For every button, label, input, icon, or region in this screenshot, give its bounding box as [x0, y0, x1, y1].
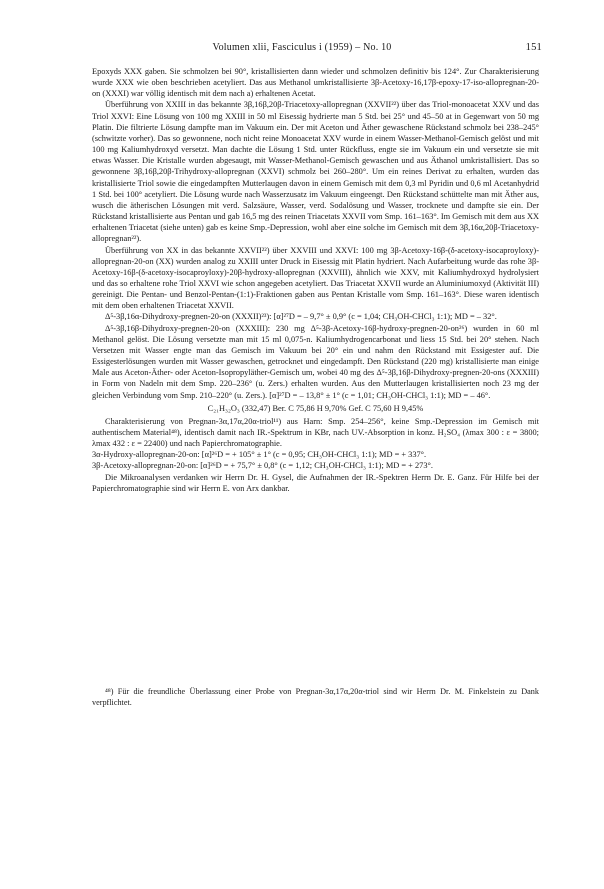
acknowledgement: Die Mikroanalysen verdanken wir Herrn Dr. H. Gysel, die Aufnahmen der IR.-Spektren Herrn Dr. E. Ganz. Für Hilfe bei der Papierchromatographie sind wir Herrn E. von Arx dankbar. — [92, 472, 539, 493]
running-header — [0, 42, 604, 58]
journal-line: Volumen xlii, Fasciculus i (1959) – No. 10 — [212, 42, 392, 53]
paragraph-xxxii: Δ⁵-3β,16α-Dihydroxy-pregnen-20-on (XXXII)²³): [α]²⁷D = – 9,7° ± 0,9° (c = 1,04; CH₃OH-CHCl₃ 1:1); MD = – 32°. — [105, 312, 497, 322]
paragraph-charakterisierung: Charakterisierung von Pregnan-3α,17α,20α-triol¹¹) aus Harn: Smp. 254–256°, keine Smp.-Depression im Gemisch mit authentischem Material⁴⁸), identisch damit nach IR.-Spektrum in KBr, nach UV.-Absorption in konz. H₂SO₄ (λmax 300 : ε = 3800; λmax 432 : ε = 22400) und nach Papierchromatographie. — [92, 416, 539, 449]
paragraph-ueberfuehrung-xx: Überführung von XX in das bekannte XXVII²²) über XXVIII und XXVI: 100 mg 3β-Acetoxy-16β-(δ-acetoxy-isocaproyloxy)-allopregnan-20-on (XX) wurden analog zu XXIII unter Druck in Eisessig mit Platin hydriert. Nach Aufarbeitung wurde das rohe 3β-Acetoxy-16β-(δ-acetoxy-isocaproyloxy)-20β-hydroxy-allopregnan (XXVIII), ähnlich wie XXV, mit Kaliumhydroxyd hydrolysiert und das so erhaltene rohe Triol XXVI wie schon angegeben acetyliert. Das Triacetat XXVII wurde an Aluminiumoxyd (Aktivität III) gereinigt. Die Pentan- und Benzol-Pentan-(1:1)-Fraktionen gaben aus Pentan Kristalle vom Smp. 161–163°. Diese waren identisch mit dem oben erhaltenen Triacetat XXVII. — [92, 245, 539, 311]
paragraph-xxxiii: Δ⁵-3β,16β-Dihydroxy-pregnen-20-on (XXXIII): 230 mg Δ⁵-3β-Acetoxy-16β-hydroxy-pregnen-20-on²⁶) wurden in 60 ml Methanol gelöst. Die Lösung versetzte man mit 15 ml 0,075-n. Kaliumhydrogencarbonat und liess 15 Std. bei 20° stehen. Nach Versetzen mit Wasser engte man das Gemisch im Vakuum bei 20° ein und nahm den Rückstand mit Essigester auf. Die Essigesterlösungen wurden mit Wasser gewaschen, getrocknet und eingedampft. Den Rückstand (220 mg) kristallisierte man einige Male aus Aceton-Äther- oder Aceton-Isopropyläther-Gemisch um, wobei 40 mg des Δ⁵-3β,16β-Dihydroxy-pregnen-20-ons (XXXIII) in Form von Nadeln mit dem Smp. 220–236° (u. Zers.) erhalten wurden. Aus den Mutterlaugen kristallisierten noch 23 mg der gleichen Verbindung vom Smp. 210–220° (u. Zers.). [α]²⁷D = – 13,8° ± 1° (c = 1,01; CH₃OH-CHCl₃ 1:1); MD = – 46°. — [92, 323, 539, 400]
rotation-line-1: 3α-Hydroxy-allopregnan-20-on: [α]²⁶D = + 105° ± 1° (c = 0,95; CH₃OH-CHCl₃ 1:1); MD = + 337°. — [92, 450, 427, 460]
paragraph-ueberfuehrung-xxiii: Überführung von XXIII in das bekannte 3β,16β,20β-Triacetoxy-allopregnan (XXVII²²) über das Triol-monoacetat XXV und das Triol XXVI: Eine Lösung von 100 mg XXIII in 50 ml Eisessig hydrierte man 5 Std. bei 25° und 45–50 at in Gegenwart von 50 mg Platin. Die filtrierte Lösung dampfte man im Vakuum ein. Der mit Aceton und Äther gewaschene Rückstand schmolz bei 238–245° (schwitzte vorher). Das so gewonnene, noch nicht reine Monoacetat XXV wurde in einem Wasser-Methanol-Gemisch gelöst und mit 100 mg Kaliumhydroxyd versetzt. Man dachte die Lösung 1 Std. unter Rückfluss, engte sie im Vakuum ein und versetzte sie mit etwas Wasser. Die Kristalle wurden abgesaugt, mit Wasser-Methanol-Gemisch gewaschen und aus Äthanol umkristallisiert. Das so gewonnene 3β,16β,20β-Trihydroxy-allopregnan (XXVI) schmolz bei 260–280°. Um ein reines Derivat zu erhalten, wurden das kristallisierte Triol sowie die eingedampften Mutterlaugen davon in einem Gemisch mit dem 0,3 ml Pyridin und 0,6 ml Acetanhydrid 1 Std. bei 100° acetyliert. Die Lösung wurde nach Wasserzusatz im Vakuum eingeengt. Den Rückstand schüttelte man mit Äther aus, wusch die ätherischen Lösungen mit verd. Salzsäure, Wasser, verd. Sodalösung und Wasser, trocknete und dampfte sie ein. Der Rückstand kristallisierte aus Pentan und gab 16,5 mg des reinen Triacetats XXVII vom Smp. 161–163°. Im Gemisch mit dem aus XX erhaltenen Triacetat (siehe unten) gab es keine Smp.-Depression, wohl aber eine solche im Gemisch mit dem 3β,16α,20β-Triacetoxy-allopregnan²²). — [92, 100, 539, 244]
footnote-48: ⁴⁸) Für die freundliche Überlassung einer Probe von Pregnan-3α,17α,20α-triol sind wir Herrn Dr. M. Finkelstein zu Dank verpflichtet. — [92, 687, 539, 708]
paragraph-epoxyd: Epoxyds XXX gaben. Sie schmolzen bei 90°, kristallisierten dann wieder und schmolzen definitiv bis 124°. Zur Charakterisierung wurde XXX wie oben beschrieben acetyliert. Das aus Methanol umkristallisierte 3β-Acetoxy-16,17β-epoxy-17-iso-allopregnan-20-on (XXXI) war völlig identisch mit dem nach a) erhaltenen Acetat. — [92, 67, 539, 99]
rotation-line-2: 3β-Acetoxy-allopregnan-20-on: [α]²⁶D = + 75,7° ± 0,8° (c = 1,12; CH₃OH-CHCl₃ 1:1); MD = + 273°. — [92, 461, 433, 471]
elemental-analysis-line: C₂₁H₃₂O₃ (332,47) Ber. C 75,86 H 9,70% Gef. C 75,60 H 9,45% — [207, 403, 424, 413]
footnote-block — [92, 686, 539, 708]
page-number: 151 — [525, 42, 542, 53]
article-body — [92, 66, 539, 494]
